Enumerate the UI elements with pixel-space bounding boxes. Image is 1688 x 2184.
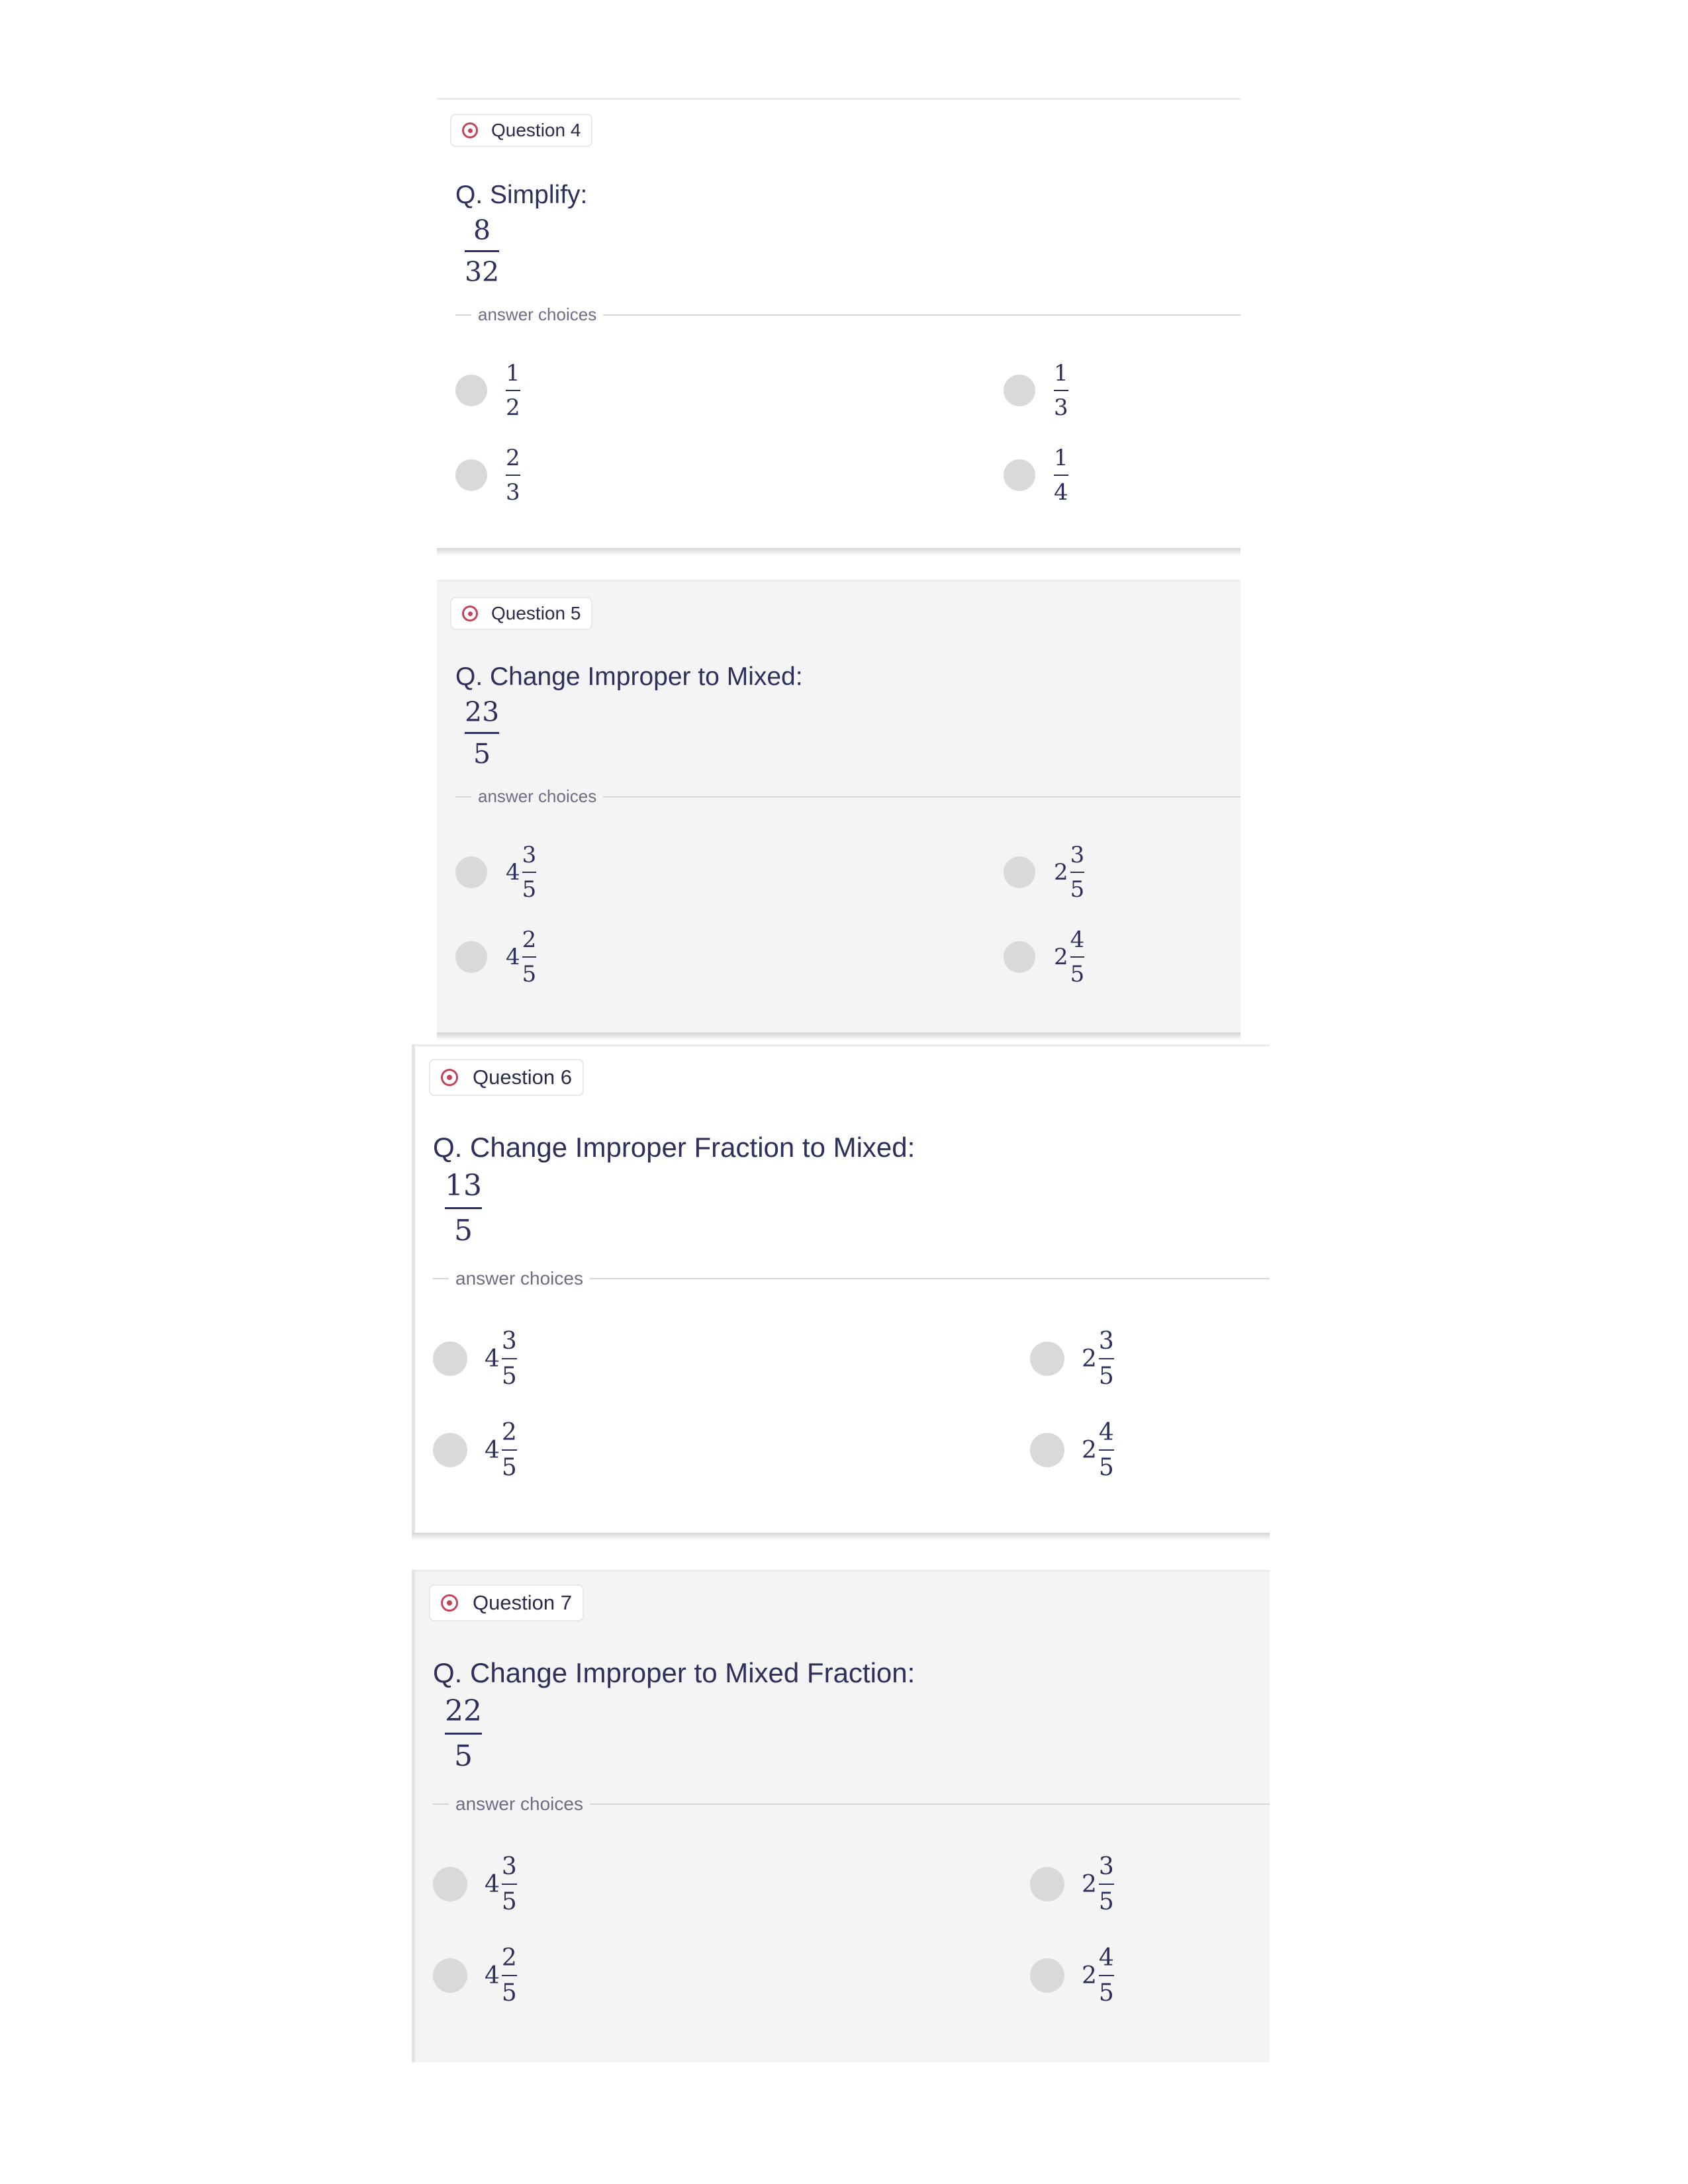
question-fraction [465,214,499,288]
card-bottom-shadow [437,1032,1241,1040]
question-number-label: Question 6 [473,1066,572,1089]
question-fraction [445,1169,482,1248]
option-value[interactable]: 2 $\frac{4}{5}$ [1054,927,1085,987]
radio-button[interactable] [433,1433,467,1467]
answer-option[interactable] [1004,445,1068,506]
question-number-tag [450,114,592,147]
fraction-bar [465,732,499,734]
radio-button[interactable] [433,1342,467,1376]
answer-option[interactable] [433,1944,517,2007]
answer-choices-divider [455,786,1241,807]
answer-option[interactable] [455,927,536,987]
radio-button[interactable] [433,1958,467,1993]
radio-button[interactable] [455,459,487,491]
question-card-7 [412,1570,1270,2062]
question-number-tag [429,1059,584,1096]
option-value[interactable]: 2 $\frac{3}{5}$ [1082,1853,1114,1915]
radio-button[interactable] [1004,941,1035,973]
option-value[interactable]: 4 $\frac{3}{5}$ [506,842,537,903]
option-value[interactable]: $\frac{1}{4}$ [1054,445,1068,506]
option-value[interactable]: 2 $\frac{4}{5}$ [1082,1419,1114,1481]
radio-target-icon [441,1594,458,1612]
answer-option[interactable] [433,1853,517,1915]
answer-option[interactable] [1004,927,1084,987]
card-top-border [412,1570,1270,1572]
radio-button[interactable] [1004,375,1035,406]
card-top-border [437,98,1241,100]
answer-option[interactable] [433,1419,517,1481]
fraction-numerator: 22 [445,1694,482,1728]
question-card-5 [437,580,1241,1034]
fraction-numerator: 23 [465,696,500,728]
question-card-6 [412,1044,1270,1534]
card-bottom-shadow [412,1533,1270,1541]
answer-option[interactable] [455,445,520,506]
option-value[interactable]: 2 $\frac{3}{5}$ [1054,842,1085,903]
fraction-numerator: 8 [473,214,491,246]
fraction-denominator: 32 [465,256,500,288]
question-prompt: Q. Change Improper to Mixed Fraction: [433,1657,915,1688]
radio-target-icon [462,606,478,621]
answer-option[interactable] [1030,1944,1114,2007]
answer-option[interactable] [1030,1853,1114,1915]
fraction-numerator: 13 [445,1169,482,1203]
question-number-label: Question 4 [491,120,581,140]
radio-button[interactable] [1004,459,1035,491]
card-left-border [412,1570,415,2062]
question-number-tag [450,597,592,630]
card-left-border [412,1044,415,1534]
answer-choices-label: answer choices [455,1268,583,1289]
answer-choices-divider [433,1268,1270,1289]
fraction-bar [465,250,499,252]
answer-option[interactable] [1030,1419,1114,1481]
fraction-bar [445,1207,482,1209]
option-value[interactable]: $\frac{2}{3}$ [506,445,520,506]
question-prompt: Q. Change Improper Fraction to Mixed: [433,1132,915,1163]
option-value[interactable]: $\frac{1}{3}$ [1054,360,1068,421]
answer-choices-label: answer choices [455,1794,583,1814]
question-prompt: Q. Change Improper to Mixed: [455,662,803,691]
card-top-border [412,1044,1270,1046]
radio-button[interactable] [455,375,487,406]
radio-button[interactable] [1030,1433,1064,1467]
question-card-4 [437,98,1241,549]
option-value[interactable]: 4 $\frac{2}{5}$ [485,1419,517,1481]
radio-target-icon [441,1069,458,1086]
fraction-denominator: 5 [454,1214,473,1248]
radio-target-icon [462,122,478,138]
answer-option[interactable] [455,360,520,421]
answer-choices-label: answer choices [478,304,597,324]
radio-button[interactable] [433,1867,467,1901]
question-number-label: Question 7 [473,1591,572,1614]
option-value[interactable]: 2 $\frac{3}{5}$ [1082,1328,1114,1390]
radio-button[interactable] [1030,1342,1064,1376]
answer-option[interactable] [1030,1328,1114,1390]
radio-button[interactable] [1030,1867,1064,1901]
fraction-denominator: 5 [454,1739,473,1773]
card-top-border [437,580,1241,582]
question-prompt: Q. Simplify: [455,181,588,209]
card-bottom-shadow [437,548,1241,556]
answer-option[interactable] [433,1328,517,1390]
option-value[interactable]: 4 $\frac{2}{5}$ [485,1944,517,2007]
answer-option[interactable] [455,842,536,903]
answer-choices-divider [455,304,1241,325]
question-fraction [445,1694,482,1773]
fraction-denominator: 5 [473,738,491,770]
option-value[interactable]: $\frac{1}{2}$ [506,360,520,421]
radio-button[interactable] [1004,856,1035,888]
answer-choices-divider [433,1794,1270,1815]
answer-option[interactable] [1004,842,1084,903]
question-fraction [465,696,499,770]
option-value[interactable]: 2 $\frac{4}{5}$ [1082,1944,1114,2007]
answer-choices-label: answer choices [478,786,597,806]
answer-option[interactable] [1004,360,1068,421]
radio-button[interactable] [1030,1958,1064,1993]
option-value[interactable]: 4 $\frac{3}{5}$ [485,1853,517,1915]
radio-button[interactable] [455,941,487,973]
question-number-label: Question 5 [491,603,581,623]
question-number-tag [429,1584,584,1621]
radio-button[interactable] [455,856,487,888]
option-value[interactable]: 4 $\frac{3}{5}$ [485,1328,517,1390]
option-value[interactable]: 4 $\frac{2}{5}$ [506,927,537,987]
fraction-bar [445,1733,482,1735]
